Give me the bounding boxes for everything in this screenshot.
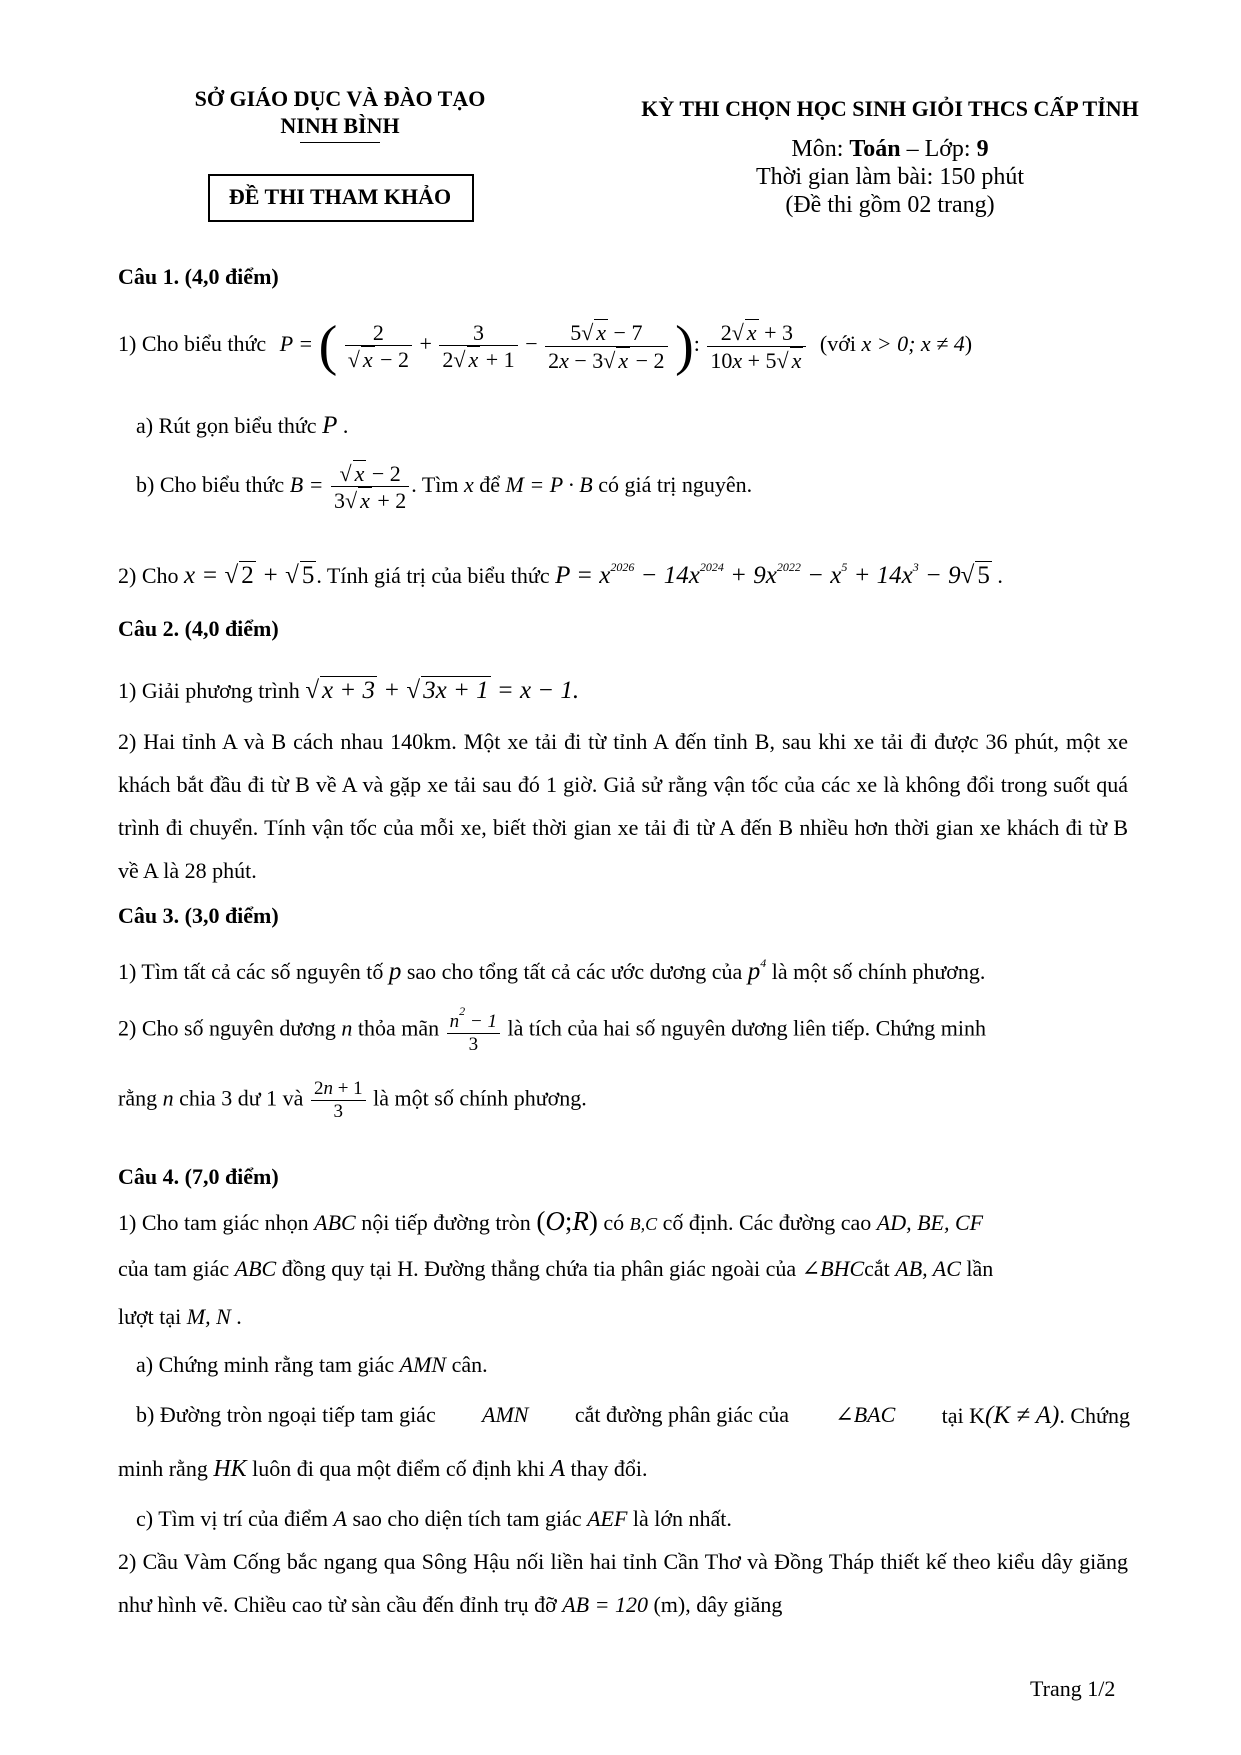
q1-condition: x > 0; x ≠ 4	[861, 331, 965, 357]
q1-p2-lead: 2) Cho	[118, 563, 179, 588]
q3-p1-b: sao cho tổng tất cả các ước dương của	[406, 959, 743, 984]
q3-p1-a: 1) Tìm tất cả các số nguyên tố	[118, 959, 384, 984]
q4-c-b: sao cho diện tích tam giác	[352, 1506, 582, 1531]
q4-A2: A	[333, 1506, 347, 1531]
q1-formula-P: P =	[279, 331, 314, 357]
fraction-B: $\frac{√ x - 2}{3√ x + 2}$	[331, 460, 409, 514]
fraction-1: $\frac{2}{√ x - 2}$	[345, 320, 412, 373]
q4-MN: M, N	[186, 1304, 231, 1329]
q4-ABAC: AB, AC	[895, 1256, 961, 1281]
q3-p2	[118, 1005, 986, 1056]
q4-p1-b: nội tiếp đường tròn	[361, 1210, 531, 1235]
q4-p1-e: của tam giác	[118, 1256, 230, 1281]
left-paren: (	[318, 315, 338, 377]
q4-p2-b: (m), dây giăng	[653, 1592, 783, 1617]
subject-line	[600, 136, 1180, 163]
q3-n: n	[341, 1015, 353, 1041]
q1-b-x: x	[464, 471, 474, 497]
q2-p1	[118, 676, 579, 705]
q1-b-var: B =	[289, 471, 324, 497]
fraction-2: $\frac{3}{2√ x + 1}$	[439, 320, 517, 373]
q3-p2-c: là tích của hai số nguyên dương liên tiếp. Chứng minh	[507, 1015, 986, 1041]
page-number: Trang 1/2	[1030, 1676, 1116, 1701]
q4-ABC: ABC	[314, 1210, 356, 1235]
fraction-4: $\frac{2√ x + 3}{10x + 5√ x}$	[707, 319, 806, 373]
q4-b-c: tại K	[941, 1403, 985, 1428]
fraction-3: $\frac{5√ x - 7}{2x - 3√ x - 2}$	[545, 319, 667, 373]
q1-title: Câu 1	[118, 264, 174, 289]
subject-name: Toán	[849, 136, 901, 162]
q4-b-line2	[118, 1456, 648, 1483]
q4-c	[136, 1506, 732, 1532]
q1-p2-x: x = √ 2 + √ 5	[184, 562, 315, 589]
q1-b-de: để	[479, 471, 501, 497]
q4-p1-g: cắt	[864, 1256, 890, 1281]
q4-altitudes: AD, BE, CF	[876, 1210, 984, 1235]
q4-p1-f: đồng quy tại H. Đường thẳng chứa tia phân giác ngoài của	[281, 1256, 797, 1281]
q4-p1-a: 1) Cho tam giác nhọn	[118, 1210, 309, 1235]
grade-prefix: – Lớp:	[900, 136, 977, 162]
q4-b-g: thay đổi.	[570, 1456, 648, 1481]
q1-cond-word: (với	[819, 331, 856, 357]
subject-prefix: Môn:	[791, 136, 850, 162]
q1-p1-lead: 1) Cho biểu thức	[118, 331, 267, 357]
q4-BC: B,C	[629, 1214, 658, 1234]
q4-a-b: cân.	[451, 1352, 488, 1377]
q1-a-text: a) Rút gọn biểu thức	[136, 413, 317, 438]
fraction-n2: $\frac{n^2 - 1}{3}$	[447, 1005, 500, 1056]
q3-p: p	[388, 958, 402, 985]
exam-time: Thời gian làm bài: 150 phút	[756, 164, 1024, 190]
q4-b-line1	[136, 1402, 1130, 1430]
q4-p1-c: có	[603, 1210, 625, 1235]
exam-pages: (Đề thi gồm 02 trang)	[785, 192, 995, 218]
q1-p2-mid: . Tính giá trị của biểu thức	[316, 563, 550, 588]
q4-p1-line1	[118, 1206, 983, 1237]
q1-b-lead: b) Cho biểu thức	[136, 471, 285, 497]
q2-p2: 2) Hai tỉnh A và B cách nhau 140km. Một xe tải đi từ tỉnh A đến tỉnh B, sau khi xe tải đi được 36 phút, một xe khách bắt đầu đi từ B về A và gặp xe tải sau đó 1 giờ. Giả sử rằng vận tốc của các xe là không đổi trong suốt quá trình đi chuyển. Tính vận tốc của mỗi xe, biết thời gian xe tải đi từ A đến B nhiều hơn thời gian xe khách đi từ B về A là 28 phút.	[118, 729, 1128, 883]
q4-p1-line3: lượt tại M, N .	[118, 1304, 242, 1329]
right-paren: )	[675, 315, 694, 377]
q4-c-c: là lớn nhất.	[632, 1506, 732, 1531]
q3-p1-c: là một số chính phương.	[771, 959, 986, 984]
q4-AMN2: AMN	[482, 1402, 529, 1427]
q1-a: a) Rút gọn biểu thức P .	[136, 412, 349, 439]
q4-A: A	[550, 1456, 566, 1482]
department-name: SỞ GIÁO DỤC VÀ ĐÀO TẠO	[194, 86, 486, 111]
q1-b-tail: có giá trị nguyên.	[598, 471, 753, 497]
q2-title: Câu 2. (4,0 điểm)	[118, 616, 279, 641]
q4-HK: HK	[213, 1456, 247, 1482]
q3-title: Câu 3. (3,0 điểm)	[118, 903, 279, 928]
province-name: NINH BÌNH	[280, 113, 400, 138]
q4-p1-line2	[118, 1256, 993, 1282]
q2-p1-lead: 1) Giải phương trình	[118, 678, 300, 703]
q4-b-b: cắt đường phân giác của	[574, 1402, 789, 1427]
q1-b	[136, 460, 752, 514]
q4-p1-d: cố định. Các đường cao	[662, 1210, 872, 1235]
q1-a-var: P	[322, 412, 338, 439]
q1-p2: 2) Cho x = √ 2 + √ 5. Tính giá trị của biểu thức $P = x^{2026} - 14x^{2024} + 9x^{2022} - x^5 + 14x^3 - 9√$ 5 .	[118, 560, 1003, 589]
q3-p2-a: 2) Cho số nguyên dương	[118, 1015, 336, 1041]
q3-p2-b: thỏa mãn	[357, 1015, 440, 1041]
q4-title: Câu 4. (7,0 điểm)	[118, 1164, 279, 1189]
q4-BHC: ∠BHC	[801, 1256, 865, 1281]
q3-p2-e: chia 3 dư 1 và	[179, 1085, 304, 1111]
q1-p1: 1) Cho biểu thức P = ( $\frac{2}{√ x - 2}$ + $\frac{3}{2√ x + 1}$ − $\frac{5√ x - 7}{2x - 3√ x - 2}$ ): $\frac{2√ x + 3}{10x + 5√ x}$ (với x > 0; x ≠ 4)	[118, 315, 973, 377]
fraction-2n: $\frac{2n + 1}{3}$	[311, 1078, 366, 1123]
q1-b-tim: . Tìm	[411, 471, 459, 497]
exam-type-label: ĐỀ THI THAM KHẢO	[228, 184, 452, 209]
q4-p2	[118, 1540, 1128, 1626]
q4-p2-a: 2) Cầu Vàm Cống bắc ngang qua Sông Hậu nối liền hai tỉnh Cần Thơ và Đồng Tháp thiết kế theo kiểu dây giăng như hình vẽ. Chiều cao từ sàn cầu đến đỉnh trụ đỡ	[118, 1549, 1128, 1617]
q4-a	[136, 1352, 488, 1378]
q4-AEF: AEF	[587, 1506, 628, 1531]
exam-title: KỲ THI CHỌN HỌC SINH GIỎI THCS CẤP TỈNH	[641, 96, 1139, 121]
q3-p2-f: là một số chính phương.	[373, 1085, 587, 1111]
q4-AMN: AMN	[399, 1352, 447, 1377]
q3-p2-cont	[118, 1078, 587, 1123]
q3-p1	[118, 956, 985, 986]
q4-b-f: luôn đi qua một điểm cố định khi	[252, 1456, 545, 1481]
q1-b-M: M = P · B	[505, 471, 593, 497]
q4-circle: (O;R)	[536, 1206, 598, 1236]
q4-K-cond: (K ≠ A)	[985, 1402, 1060, 1429]
q4-BAC: ∠BAC	[835, 1402, 896, 1427]
q4-b-e: minh rằng	[118, 1456, 208, 1481]
q1-heading	[118, 264, 279, 290]
q3-p2-d: rằng	[118, 1085, 158, 1111]
q4-ABC2: ABC	[234, 1256, 277, 1281]
q4-c-a: c) Tìm vị trí của điểm	[136, 1506, 329, 1531]
q4-b-a: b) Đường tròn ngoại tiếp tam giác	[136, 1402, 436, 1427]
q4-a-a: a) Chứng minh rằng tam giác	[136, 1352, 395, 1377]
q4-p1-i: lượt tại	[118, 1304, 182, 1329]
province-underline	[300, 142, 380, 143]
q2-equation: √ x + 3 + √ 3x + 1 = x − 1.	[305, 677, 580, 704]
q4-p1-h: lần	[966, 1256, 994, 1281]
q4-b-d: . Chứng	[1059, 1403, 1130, 1428]
grade-value: 9	[976, 136, 989, 162]
q1-cond-close: )	[964, 331, 973, 357]
q1-p2-expr: $P = x^{2026} - 14x^{2024} + 9x^{2022} - x^5 + 14x^3 - 9√$ 5	[555, 560, 990, 589]
q1-points: . (4,0 điểm)	[173, 264, 279, 289]
q3-p4: $p^4$	[747, 956, 767, 985]
q3-n2: n	[162, 1085, 174, 1111]
q4-AB-eq: AB = 120	[562, 1592, 648, 1617]
